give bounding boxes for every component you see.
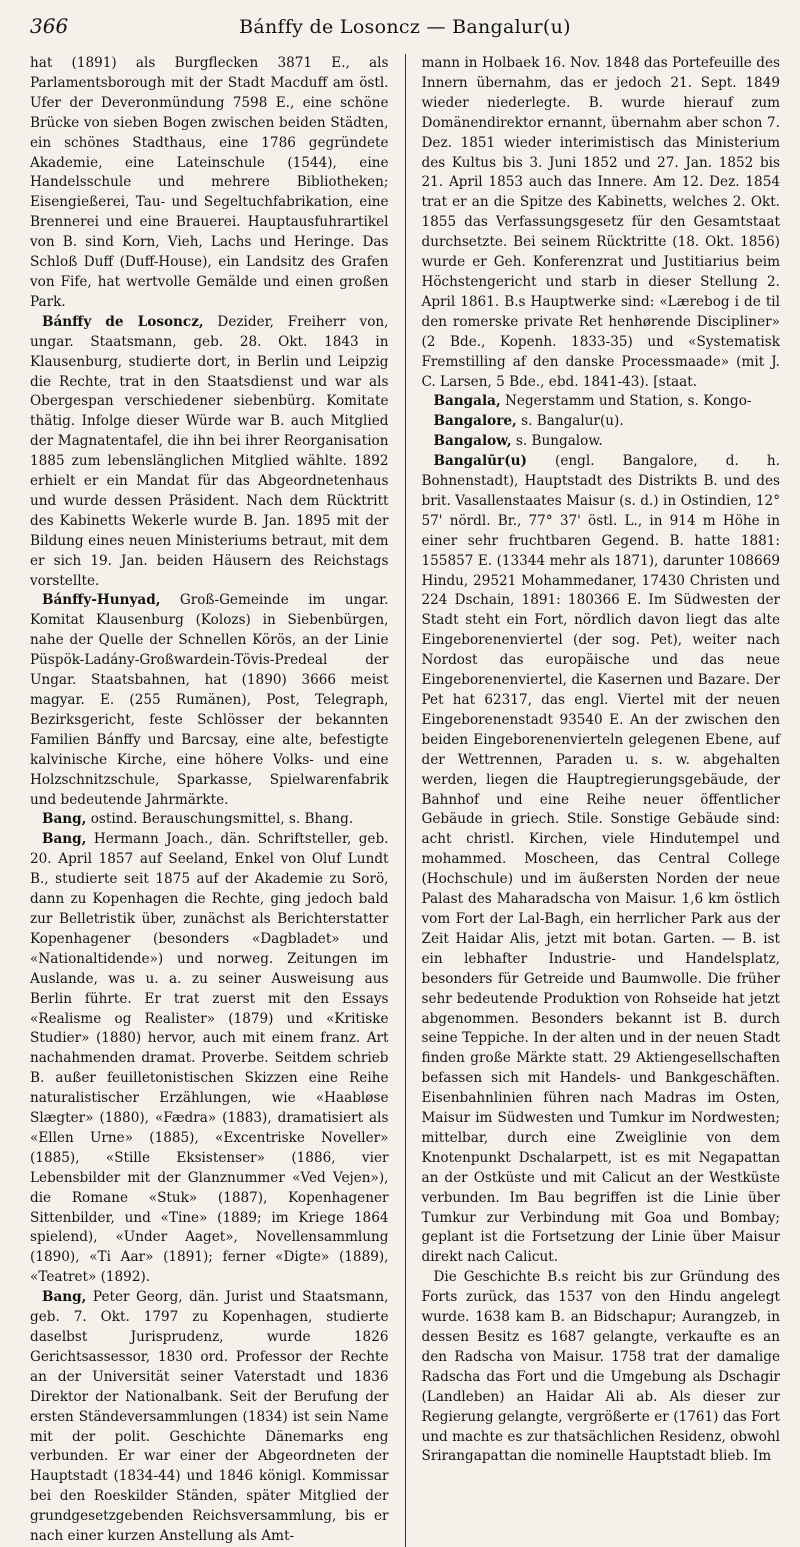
entry-headword: Bang, — [42, 831, 87, 848]
dictionary-entry — [422, 412, 781, 432]
continued-text — [30, 54, 389, 313]
entry-text: Groß-Gemeinde im ungar. Komitat Klausenburg (Kolozs) in Siebenbürgen, nahe der Quelle der Schnellen Körös, an der Linie Püspök-Ladány-Großwardein-Tövis-Predeal der Ungar. Staatsbahnen, hat (1890) 3666 meist magyar. E. (255 Rumänen), Post, Telegraph, Bezirksgericht, feste Schlösser der bekannten Familien Bánffy und Barcsay, eine alte, befestigte kalvinische Kirche, eine höhere Volks- und eine Holzschnitzschule, Sparkasse, Spielwarenfabrik und bedeutende Jahrmärkte. — [30, 592, 389, 808]
continued-text — [422, 54, 781, 392]
entry-text: Dezider, Freiherr von, ungar. Staatsmann, geb. 28. Okt. 1843 in Klausenburg, studierte dort, in Berlin und Leipzig die Rechte, trat in den Staatsdienst und war als Obergespan verschiedener siebenbürg. Komitate thätig. Infolge dieser Würde war B. auch Mitglied der Magnatentafel, die ihn bei ihrer Reorganisation 1885 zum lebenslänglichen Mitglied wählte. 1892 erhielt er ein Mandat für das Abgeordnetenhaus und wurde dessen Präsident. Nach dem Rücktritt des Kabinetts Wekerle wurde B. Jan. 1895 mit der Bildung eines neuen Ministeriums betraut, mit dem er sich 19. Jan. beiden Häusern des Reichstags vorstellte. — [30, 313, 389, 589]
dictionary-entry — [30, 1288, 389, 1547]
entry-text: (engl. Bangalore, d. h. Bohnenstadt), Hauptstadt des Distrikts B. und des brit. Vasallenstaates Maisur (s. d.) in Ostindien, 12° 57' nördl. Br., 77° 37' östl. L., in 914 m Höhe in einer sehr fruchtbaren Gegend. B. hatte 1881: 155857 E. (13344 mehr als 1871), darunter 108669 Hindu, 29521 Mohammedaner, 17430 Christen und 224 Dschain, 1891: 180366 E. Im Südwesten der Stadt steht ein Fort, nördlich davon liegt das alte Eingeborenenviertel (der sog. Pet), weiter nach Nordost das europäische und das neue Eingeborenenviertel, die Kasernen und Bazare. Der Pet hat 62317, das engl. Viertel mit der neuen Eingeborenenstadt 93540 E. An der zwischen den beiden Eingeborenenvierteln gelegenen Ebene, auf der Wettrennen, Paraden u. s. w. abgehalten werden, liegen die Hauptregierungsgebäude, der Bahnhof und eine Reihe neuer öffentlicher Gebäude in griech. Stile. Sonstige Gebäude sind: acht christl. Kirchen, viele Hindutempel und mohammed. Moscheen, das Central College (Hochschule) und im äußersten Norden der neue Palast des Maharadscha von Maisur. 1,6 km östlich vom Fort der Lal-Bagh, ein herrlicher Park aus der Zeit Haidar Alis, jetzt mit botan. Garten. — B. ist ein lebhafter Industrie- und Handelsplatz, besonders für Getreide und Baumwolle. Die früher sehr bedeutende Produktion von Rohseide hat jetzt abgenommen. Besonders bekannt ist B. durch seine Teppiche. In der alten und in der neuen Stadt finden große Märkte statt. 29 Aktiengesellschaften befassen sich mit Handels- und Bankgeschäften. Eisenbahnlinien führen nach Madras im Osten, Maisur im Südwesten und Tumkur im Nordwesten; mittelbar, durch eine Zweiglinie von dem Knotenpunkt Dschalarpett, ist es mit Negapattan an der Ostküste und mit Calicut an der Westküste verbunden. Im Bau begriffen ist die Linie über Tumkur zur Verbindung mit Goa und Bombay; geplant ist die Fortsetzung der Linie über Maisur direkt nach Calicut. — [421, 453, 780, 1266]
entry-headword: Bang, — [42, 811, 87, 828]
page-number: 366 — [30, 14, 69, 38]
page-header — [30, 14, 780, 50]
column-divider — [405, 54, 406, 1547]
dictionary-entry — [422, 452, 781, 1268]
entry-headword: Bangalore, — [433, 413, 517, 430]
dictionary-entry — [422, 432, 781, 452]
entry-text: Peter Georg, dän. Jurist und Staatsmann, geb. 7. Okt. 1797 zu Kopenhagen, studierte daselbst Jurisprudenz, wurde 1826 Gerichtsassessor, 1830 ord. Professor der Rechte an der Universität seiner Vaterstadt und 1836 Direktor der Nationalbank. Seit der Berufung der ersten Ständeversammlungen (1834) ist sein Name mit der polit. Geschichte Dänemarks eng verbunden. Er war einer der Abgeordneten der Hauptstadt (1834-44) und 1846 königl. Kommissar bei den Roeskilder Ständen, später Mitglied der grundgesetzgebenden Reichsversammlung, bis er nach einer kurzen Anstellung als Amt- — [30, 1289, 389, 1545]
dictionary-entry — [30, 313, 389, 592]
entry-headword: Bangala, — [433, 393, 501, 410]
dictionary-entry — [422, 1268, 781, 1467]
dictionary-entry — [30, 591, 389, 810]
dictionary-entry — [422, 392, 781, 412]
dictionary-entry — [30, 810, 389, 830]
entry-headword: Bangalūr(u) — [433, 453, 527, 470]
entry-text: s. Bungalow. — [511, 433, 603, 450]
entry-text: Hermann Joach., dän. Schriftsteller, geb. 20. April 1857 auf Seeland, Enkel von Oluf Lundt B., studierte seit 1875 auf der Akademie zu Sorö, dann zu Kopenhagen die Rechte, ging jedoch bald zur Belletristik über, zunächst als Berichterstatter Kopenhagener (besonders «Dagbladet» und «Nationaltidende») und norweg. Zeitungen im Auslande, was u. a. zu seiner Ausweisung aus Berlin führte. Er trat zuerst mit den Essays «Realisme og Realister» (1879) und «Kritiske Studier» (1880) hervor, auch mit einem franz. Art nachahmenden dramat. Proverbe. Seitdem schrieb B. außer feuilletonistischen Skizzen eine Reihe naturalistischer Erzählungen, wie «Haabløse Slægter» (1880), «Fædra» (1883), dramatisiert als «Ellen Urne» (1885), «Excentriske Noveller» (1885), «Stille Eksistenser» (1886, vier Lebensbilder mit der Glanznummer «Ved Vejen»), die Romane «Stuk» (1887), Kopenhagener Sittenbilder, und «Tine» (1889; im Kriege 1864 spielend), «Under Aaget», Novellensammlung (1890), «Ti Aar» (1891); ferner «Digte» (1889), «Teatret» (1892). — [30, 831, 389, 1286]
entry-headword: Bangalow, — [433, 433, 512, 450]
entry-text: s. Bangalur(u). — [516, 413, 624, 430]
entry-text: hat (1891) als Burgflecken 3871 E., als Parlamentsborough mit der Stadt Macduff am östl. Ufer der Deveronmündung 7598 E., eine schöne Brücke von sieben Bogen zwischen beiden Städten, ein schönes Stadthaus, eine 1786 gegründete Akademie, eine Lateinschule (1544), eine Handelsschule und mehrere Bibliotheken; Eisengießerei, Tau- und Segeltuchfabrikation, eine Brennerei und eine Brauerei. Hauptausfuhrartikel von B. sind Korn, Vieh, Lachs und Heringe. Das Schloß Duff (Duff-House), ein Landsitz des Grafen von Fife, hat wertvolle Gemälde und einen großen Park. — [30, 55, 389, 310]
entry-text: Die Geschichte B.s reicht bis zur Gründung des Forts zurück, das 1537 von den Hindu angelegt wurde. 1638 kam B. an Bidschapur; Aurangzeb, in dessen Besitz es 1687 gelangte, verkaufte es an den Radscha von Maisur. 1758 trat der damalige Radscha das Fort und die Umgebung als Dschagir (Landleben) an Haidar Ali ab. Als dieser zur Regierung gelangte, vergrößerte er (1761) das Fort und machte es zur thatsächlichen Residenz, obwohl Srirangapattan die nominelle Hauptstadt blieb. Im — [421, 1269, 780, 1465]
entry-headword: Bang, — [42, 1289, 87, 1306]
text-columns — [30, 54, 780, 1547]
right-column — [422, 54, 781, 1547]
dictionary-entry — [30, 830, 389, 1288]
entry-text: Negerstamm und Station, s. Kongo- — [500, 393, 752, 410]
entry-text: mann in Holbaek 16. Nov. 1848 das Portefeuille des Innern übernahm, das er jedoch 21. Sept. 1849 wieder niederlegte. B. wurde hierauf zum Domänendirektor ernannt, übernahm aber schon 7. Dez. 1851 wieder interimistisch das Ministerium des Kultus bis 3. Juni 1852 und 27. Jan. 1852 bis 21. April 1853 auch das Innere. Am 12. Dez. 1854 trat er an die Spitze des Kabinetts, welches 2. Okt. 1855 das Verfassungsgesetz für den Gesamtstaat durchsetzte. Bei seinem Rücktritte (18. Okt. 1856) wurde er Geh. Konferenzrat und Justitiarius beim Höchstengericht und starb in dieser Stellung 2. April 1861. B.s Hauptwerke sind: «Lærebog i de til den romerske private Ret henhørende Discipliner» (2 Bde., Kopenh. 1833-35) und «Systematisk Fremstilling af den danske Processmaade» (mit J. C. Larsen, 5 Bde., ebd. 1841-43). [staat. — [421, 55, 780, 390]
entry-headword: Bánffy de Losoncz, — [42, 313, 204, 330]
entry-text: ostind. Berauschungsmittel, s. Bhang. — [86, 811, 354, 828]
left-column — [30, 54, 389, 1547]
running-head: Bánffy de Losoncz — Bangalur(u) — [239, 16, 571, 38]
entry-headword: Bánffy-Hunyad, — [42, 592, 161, 609]
